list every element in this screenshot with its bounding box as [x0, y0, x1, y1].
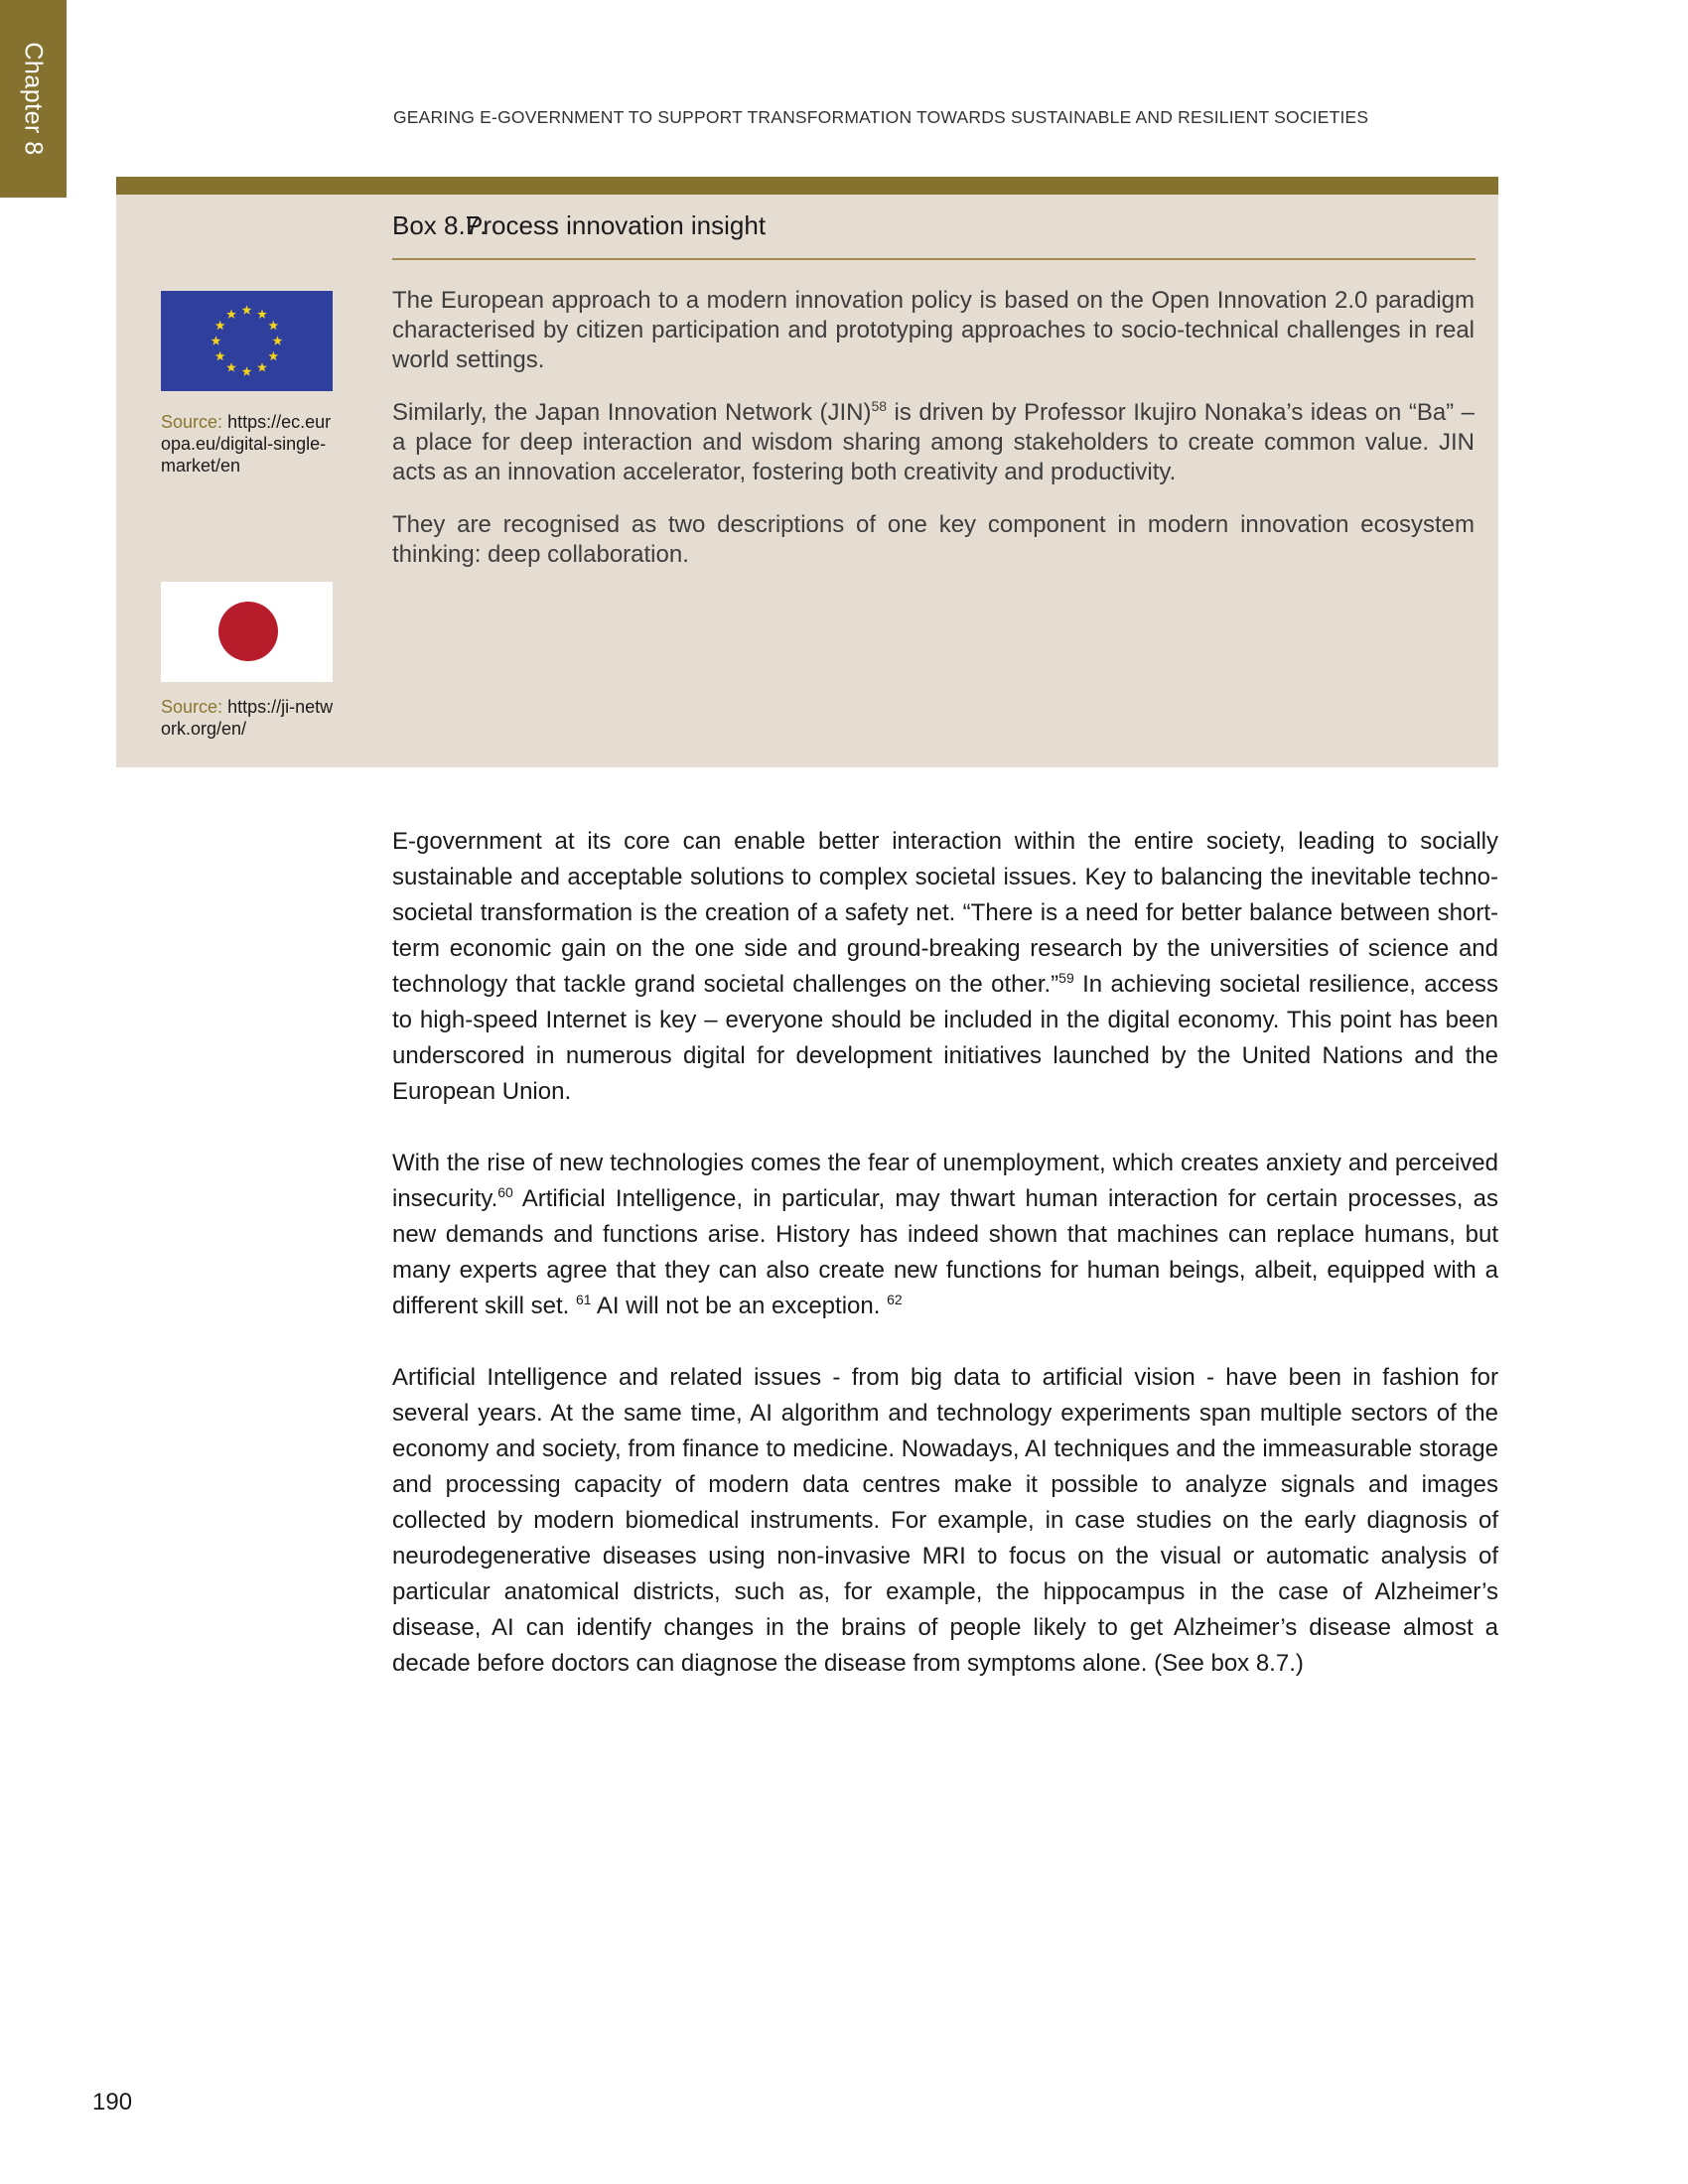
- chapter-tab-label: Chapter 8: [20, 42, 49, 156]
- body-paragraph: E-government at its core can enable better interaction within the entire society, leading to socially sustainable and acceptable solutions to complex societal issues. Key to balancing the inevitable techno-societal transformation is the creation of a safety net. “There is a need for better balance between short-term economic gain on the one side and ground-breaking research by the universities of science and technology that tackle grand societal challenges on the other.”$^{59}$ In achieving societal resilience, access to high-speed Internet is key – everyone should be included in the digital economy. This point has been underscored in numerous digital for development initiatives launched by the United Nations and the European Union.: [392, 828, 1499, 1105]
- japan-flag-source: [161, 696, 340, 740]
- box-paragraph: Similarly, the Japan Innovation Network (JIN)$^{58}$ is driven by Professor Ikujiro Nonaka’s ideas on “Ba” – a place for deep interaction and wisdom sharing among stakeholders to create common value. JIN acts as an innovation accelerator, fostering both creativity and productivity.: [392, 398, 1475, 485]
- body-paragraph: Artificial Intelligence and related issues - from big data to artificial vision - have been in fashion for several years. At the same time, AI algorithm and technology experiments span multiple sectors of the economy and society, from finance to medicine. Nowadays, AI techniques and the immeasurable storage and processing capacity of modern data centres make it possible to analyze signals and images collected by modern biomedical instruments. For example, in case studies on the early diagnosis of neurodegenerative diseases using non-invasive MRI to focus on the visual or automatic analysis of particular anatomical districts, such as, for example, the hippocampus in the case of Alzheimer’s disease, AI can identify changes in the brains of people likely to get Alzheimer’s disease almost a decade before doctors can diagnose the disease from symptoms alone. (See box 8.7.): [392, 1364, 1498, 1677]
- eu-source-link[interactable]: https://ec.europa.eu/digital-single-market/en: [161, 412, 332, 476]
- eu-flag-image: [161, 291, 333, 391]
- body-text: [392, 824, 1498, 1717]
- chapter-tab: [0, 0, 67, 198]
- box-number: Box 8.7.: [392, 210, 488, 240]
- box-8-7: [116, 177, 1498, 767]
- page-number: 190: [92, 2089, 133, 2116]
- footnote-ref: 61: [575, 1292, 592, 1307]
- box-paragraph: The European approach to a modern innovation policy is based on the Open Innovation 2.0 paradigm characterised by citizen participation and prototyping approaches to socio-technical challenges in real world settings.: [392, 287, 1475, 373]
- jp-source-label: Source:: [161, 697, 223, 717]
- running-header: GEARING E-GOVERNMENT TO SUPPORT TRANSFORMATION TOWARDS SUSTAINABLE AND RESILIENT SOCIETIES: [393, 107, 1369, 127]
- box-top-bar: [116, 177, 1498, 195]
- jp-source-link[interactable]: https://ji-network.org/en/: [161, 697, 334, 739]
- footnote-ref: 60: [497, 1184, 513, 1200]
- box-paragraph: They are recognised as two descriptions of one key component in modern innovation ecosystem thinking: deep collaboration.: [392, 511, 1475, 568]
- footnote-ref: 58: [871, 398, 888, 414]
- japan-flag-image: [161, 582, 333, 682]
- box-title-text: Process innovation insight: [466, 210, 767, 240]
- box-title-rule: [392, 258, 1476, 260]
- eu-source-label: Source:: [161, 412, 223, 432]
- box-text: [392, 286, 1475, 593]
- eu-flag-source: [161, 411, 340, 477]
- body-paragraph: With the rise of new technologies comes the fear of unemployment, which creates anxiety and perceived insecurity.$^{60}$ Artificial Intelligence, in particular, may thwart human interaction for certain processes, as new demands and functions arise. History has indeed shown that machines can replace humans, but many experts agree that they can also create new functions for human beings, albeit, equipped with a different skill set. $^{61}$ AI will not be an exception. $^{62}$: [392, 1150, 1498, 1319]
- footnote-ref: 59: [1058, 970, 1074, 986]
- footnote-ref: 62: [887, 1292, 903, 1307]
- box-title: [392, 210, 766, 241]
